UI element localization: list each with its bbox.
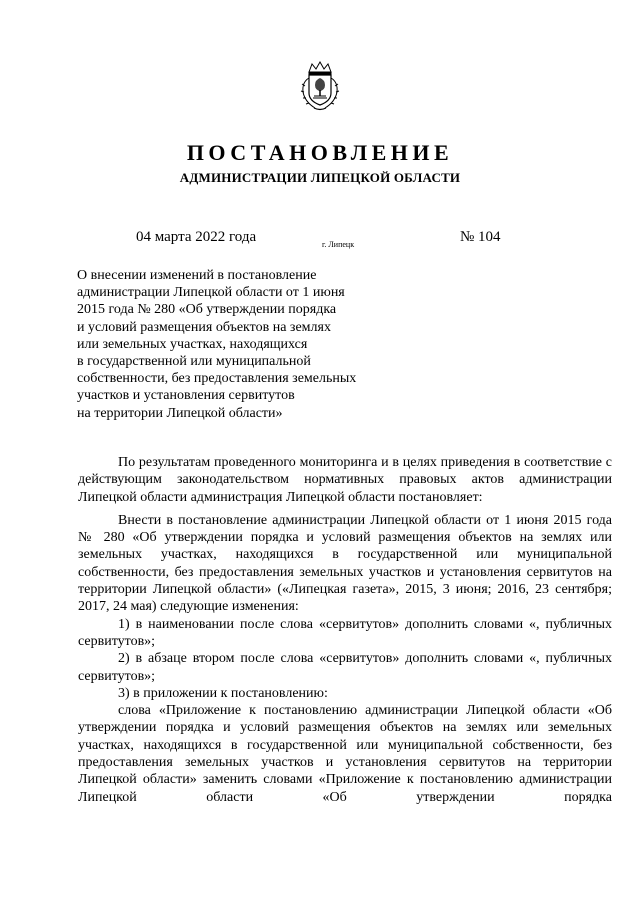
- subject-line: администрации Липецкой области от 1 июня: [77, 285, 345, 301]
- document-number: № 104: [460, 229, 501, 245]
- body-paragraph-resolution: Внести в постановление администрации Липецкой области от 1 июня 2015 года № 280 «Об утверждении порядка и условий размещения объектов на землях или земельных участках, находящихся в государственной или муниципальной собственности, без предоставления земельных участков и установления сервитутов на территории Липецкой области» («Липецкая газета», 2015, 3 июня; 2016, 23 сентября; 2017, 24 мая) следующие изменения:: [78, 512, 612, 615]
- subject-line: 2015 года № 280 «Об утверждении порядка: [77, 302, 337, 318]
- subject-line: в государственной или муниципальной: [77, 354, 311, 370]
- subject-line: и условий размещения объектов на землях: [77, 319, 331, 335]
- body-paragraph-item-2: 2) в абзаце втором после слова «сервитутов» дополнить словами «, публичных сервитутов»;: [78, 651, 612, 684]
- subject-line: на территории Липецкой области»: [77, 405, 283, 421]
- subject-line: или земельных участках, находящихся: [77, 336, 308, 352]
- document-subtitle: АДМИНИСТРАЦИИ ЛИПЕЦКОЙ ОБЛАСТИ: [179, 170, 461, 185]
- document-date: 04 марта 2022 года: [136, 229, 257, 245]
- lipetsk-coat-of-arms-icon: [297, 60, 343, 114]
- document-subject: [77, 267, 387, 422]
- subject-line: собственности, без предоставления земельных: [77, 371, 357, 387]
- subject-line: участков и установления сервитутов: [77, 388, 295, 404]
- document-city: г. Липецк: [322, 240, 355, 249]
- subject-line: О внесении изменений в постановление: [77, 268, 317, 283]
- body-paragraph-preamble: По результатам проведенного мониторинга и в целях приведения в соответствие с действующим законодательством нормативных правовых актов администрации Липецкой области администрация Липецкой области постановляет:: [78, 455, 612, 505]
- body-paragraph-item-3-text: слова «Приложение к постановлению администрации Липецкой области «Об утверждении порядка и условий размещения объектов на землях или земельных участках, находящихся в государственной или муниципальной собственности, без предоставления земельных участков и установления сервитутов на территории Липецкой области» заменить словами «Приложение к постановлению администрации Липецкой области «Об утверждении порядка: [78, 703, 612, 805]
- body-paragraph-item-1: 1) в наименовании после слова «сервитутов» дополнить словами «, публичных сервитутов»;: [78, 616, 612, 649]
- document-title: ПОСТАНОВЛЕНИЕ: [186, 140, 454, 165]
- body-paragraph-item-3: 3) в приложении к постановлению:: [118, 685, 328, 701]
- document-body: [78, 454, 612, 806]
